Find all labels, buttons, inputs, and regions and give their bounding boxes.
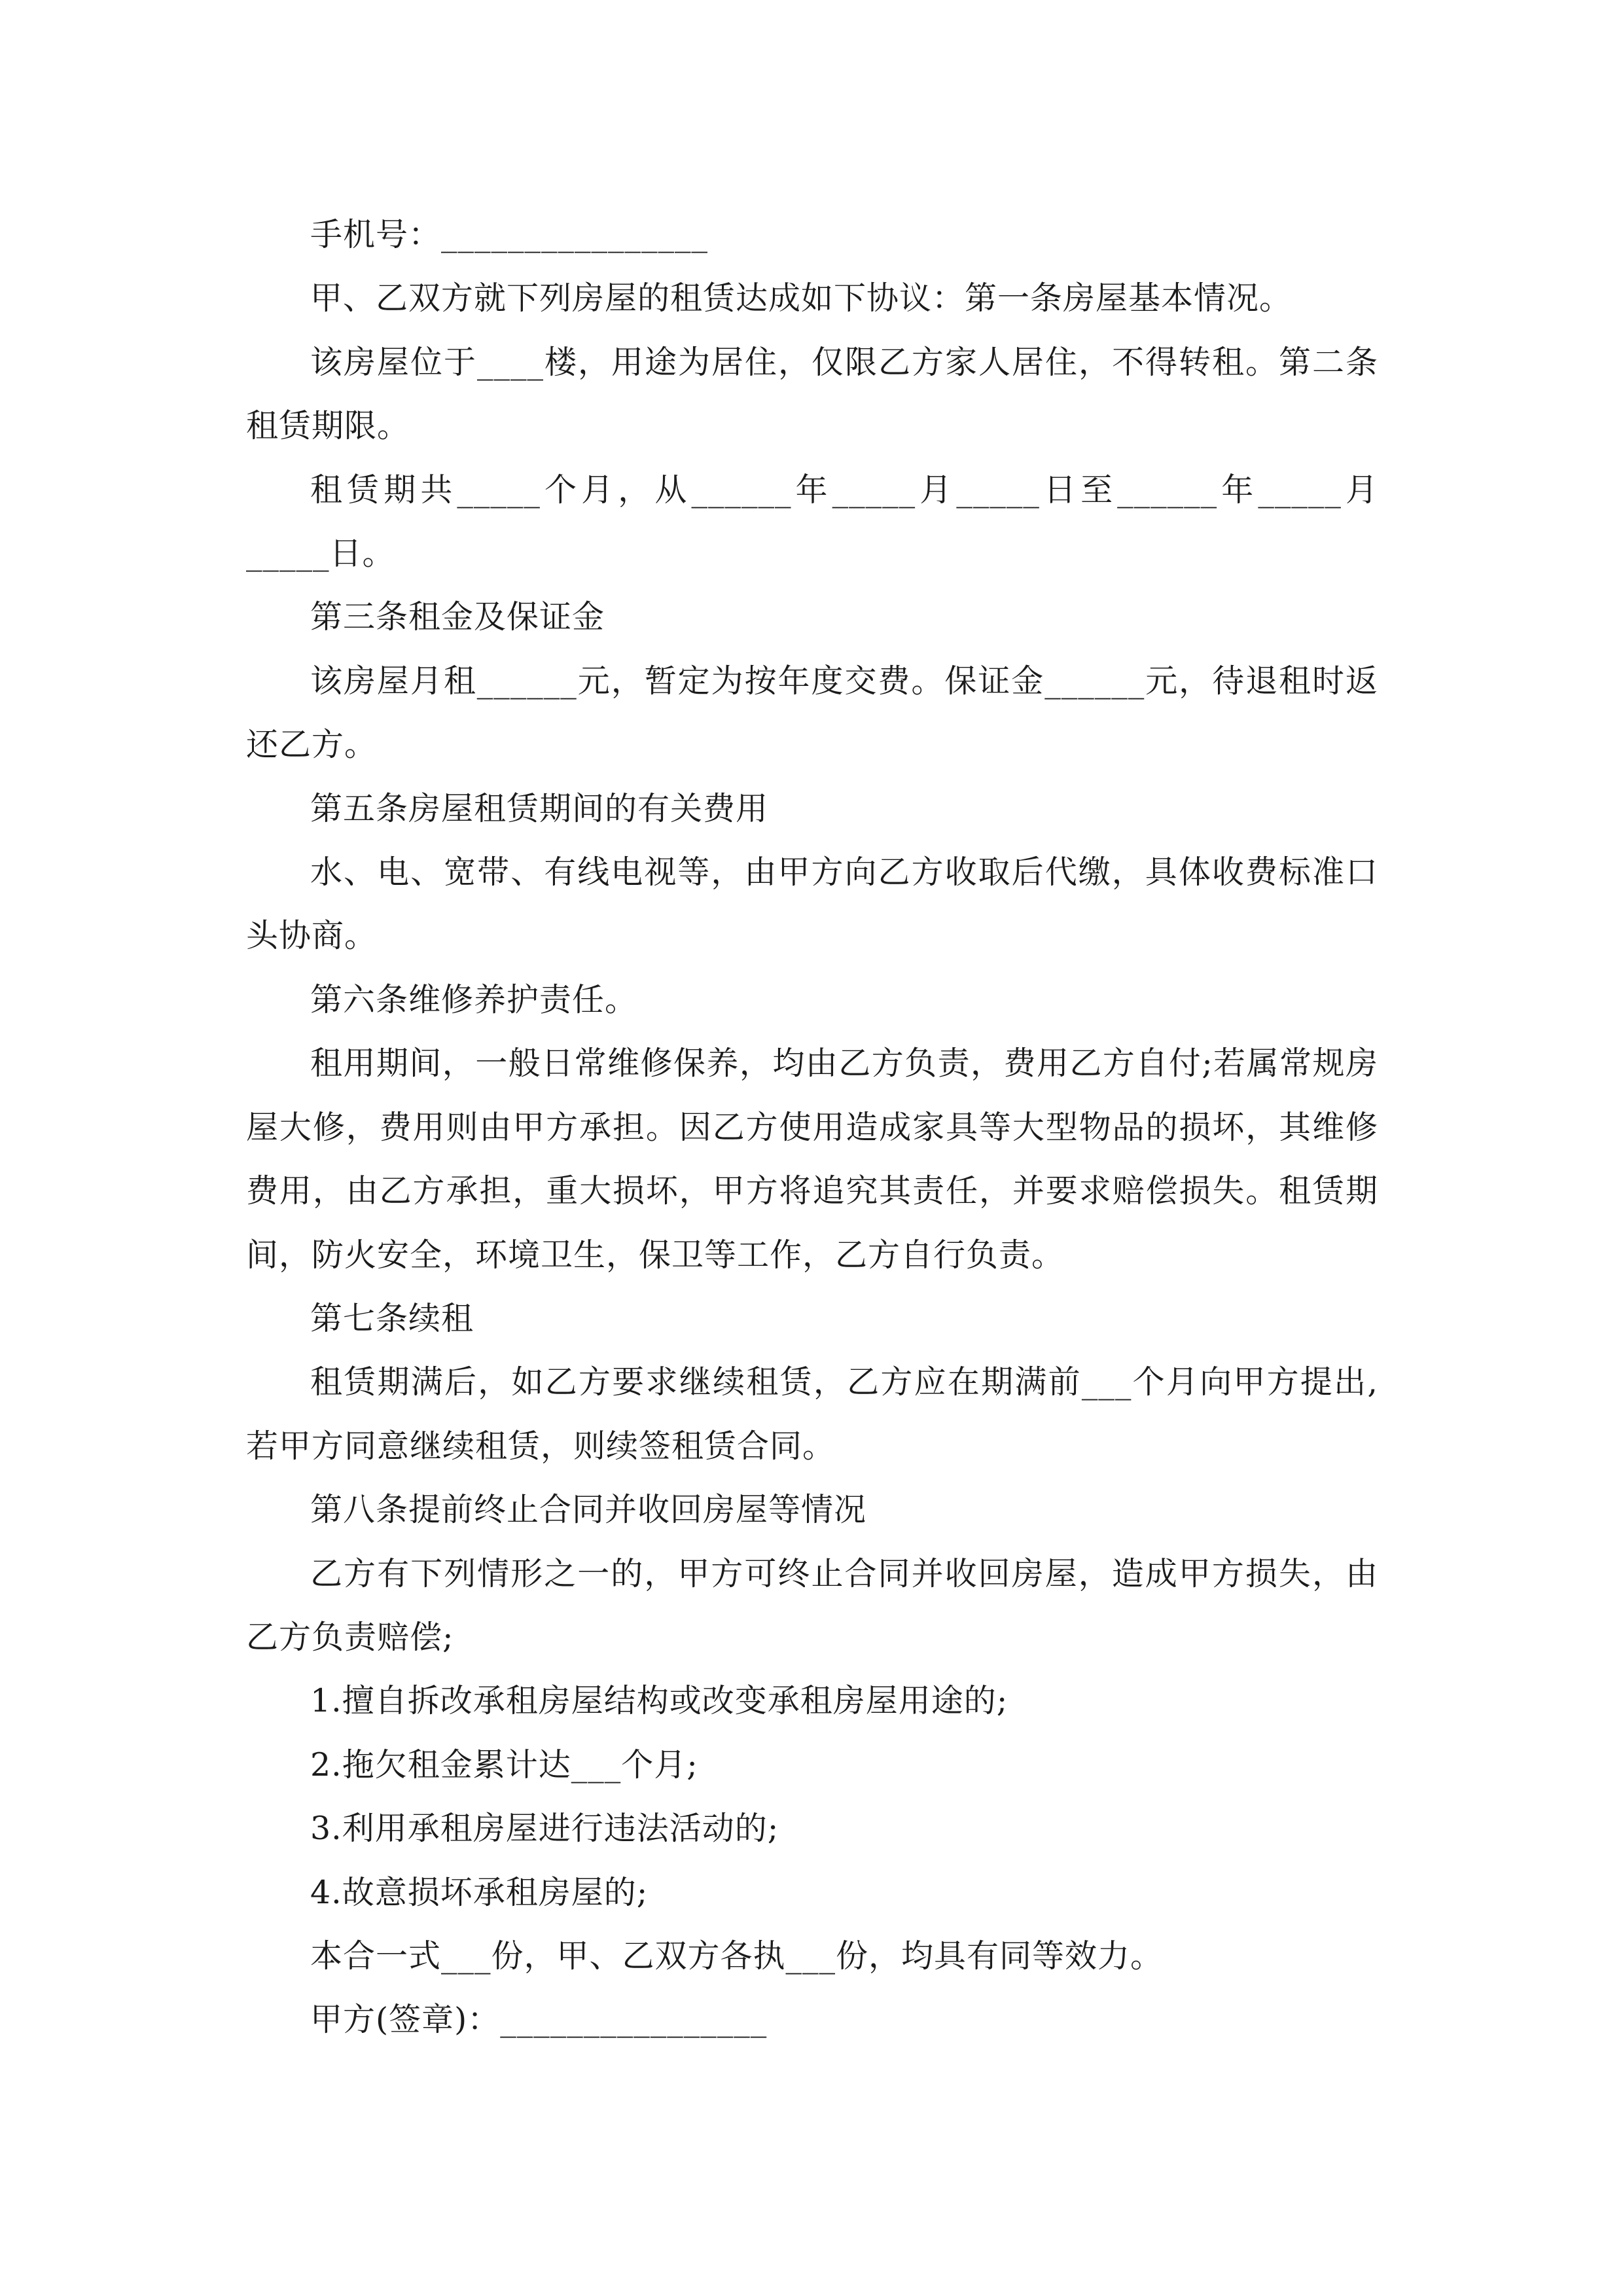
termination-clause: 乙方有下列情形之一的，甲方可终止合同并收回房屋，造成甲方损失，由乙方负责赔偿; — [246, 1554, 1378, 1656]
party-a-signature-line: 甲方(签章)：________________ — [310, 2001, 768, 2039]
renewal-clause: 租赁期满后，如乙方要求继续租赁，乙方应在期满前___个月向甲方提出,若甲方同意继续租赁，则续签租赁合同。 — [246, 1363, 1378, 1465]
document-body — [246, 203, 1378, 2052]
termination-item-2: 2.拖欠租金累计达___个月; — [310, 1746, 698, 1784]
article-8-heading: 第八条提前终止合同并收回房屋等情况 — [310, 1491, 867, 1529]
article-3-heading: 第三条租金及保证金 — [310, 598, 605, 636]
utilities-clause: 水、电、宽带、有线电视等，由甲方向乙方收取后代缴，具体收费标准口头协商。 — [246, 853, 1378, 955]
article-6-heading: 第六条维修养护责任。 — [310, 980, 638, 1018]
termination-item-3: 3.利用承租房屋进行违法活动的; — [310, 1810, 779, 1848]
termination-item-4: 4.故意损坏承租房屋的; — [310, 1873, 649, 1911]
rent-deposit-clause: 该房屋月租______元，暂定为按年度交费。保证金______元，待退租时返还乙方。 — [246, 662, 1378, 764]
maintenance-clause: 租用期间，一般日常维修保养，均由乙方负责，费用乙方自付;若属常规房屋大修，费用则由甲方承担。因乙方使用造成家具等大型物品的损坏，其维修费用，由乙方承担，重大损坏，甲方将追究其责任，并要求赔偿损失。租赁期间，防火安全，环境卫生，保卫等工作，乙方自行负责。 — [246, 1045, 1378, 1274]
phone-number-line: 手机号：________________ — [310, 216, 709, 253]
termination-item-1: 1.擅自拆改承租房屋结构或改变承租房屋用途的; — [310, 1682, 1008, 1720]
lease-term-clause: 租赁期共_____个月，从______年_____月_____日至______年_____月_____日。 — [246, 471, 1378, 573]
article-5-heading: 第五条房屋租赁期间的有关费用 — [310, 789, 769, 827]
property-location-clause: 该房屋位于____楼，用途为居住，仅限乙方家人居住，不得转租。第二条租赁期限。 — [246, 343, 1378, 445]
article-7-heading: 第七条续租 — [310, 1299, 474, 1337]
agreement-intro: 甲、乙双方就下列房屋的租赁达成如下协议：第一条房屋基本情况。 — [310, 279, 1293, 317]
copies-clause: 本合一式___份，甲、乙双方各执___份，均具有同等效力。 — [310, 1937, 1164, 1975]
